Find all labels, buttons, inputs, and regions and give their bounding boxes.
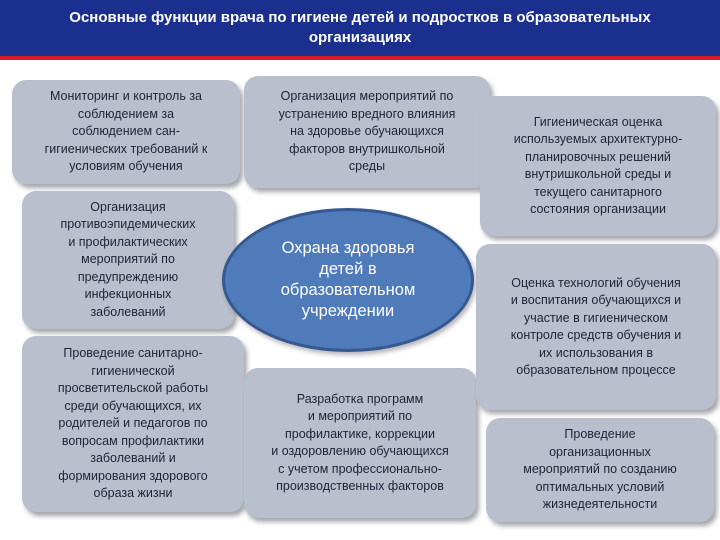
function-box-monitoring xyxy=(12,80,240,184)
center-ellipse xyxy=(222,208,474,352)
function-box-text: Организация противоэпидемических и профилактических мероприятий по предупреждению инфекционных заболеваний xyxy=(60,199,196,319)
function-box-text: Оценка технологий обучения и воспитания обучающихся и участие в гигиеническом контроле средств обучения и их использования в образовательном процессе xyxy=(510,275,682,377)
page-title: Основные функции врача по гигиене детей и подростков в образовательных организациях xyxy=(69,9,651,46)
function-box-technology-assessment xyxy=(476,244,716,410)
function-box-harmful-factors xyxy=(244,76,490,188)
function-box-organizational xyxy=(486,418,714,522)
function-box-text: Проведение организационных мероприятий по созданию оптимальных условий жизнедеятельности xyxy=(523,427,677,512)
function-box-text: Гигиеническая оценка используемых архитектурно- планировочных решений внутришкольной среды и текущего санитарного состояния организации xyxy=(513,114,683,216)
center-label: Охрана здоровья детей в образовательном учреждении xyxy=(280,239,416,320)
function-box-text: Проведение санитарно- гигиенической просветительской работы среди обучающихся, их родителей и педагогов по вопросам профилактики заболеваний и формирования здорового образа жизни xyxy=(57,346,209,501)
header-bar xyxy=(0,0,720,60)
function-box-text: Мониторинг и контроль за соблюдением за соблюдением сан- гигиенических требований к условиям обучения xyxy=(44,89,208,174)
function-box-text: Разработка программ и мероприятий по профилактике, коррекции и оздоровлению обучающихся с учетом профессионально- производственных факторов xyxy=(271,391,449,493)
function-box-hygienic-assessment xyxy=(480,96,716,236)
function-box-health-education xyxy=(22,336,244,512)
function-box-programs xyxy=(244,368,476,518)
function-box-anti-epidemic xyxy=(22,191,234,329)
function-box-text: Организация мероприятий по устранению вредного влияния на здоровье обучающихся факторов внутришкольной среды xyxy=(278,89,456,174)
